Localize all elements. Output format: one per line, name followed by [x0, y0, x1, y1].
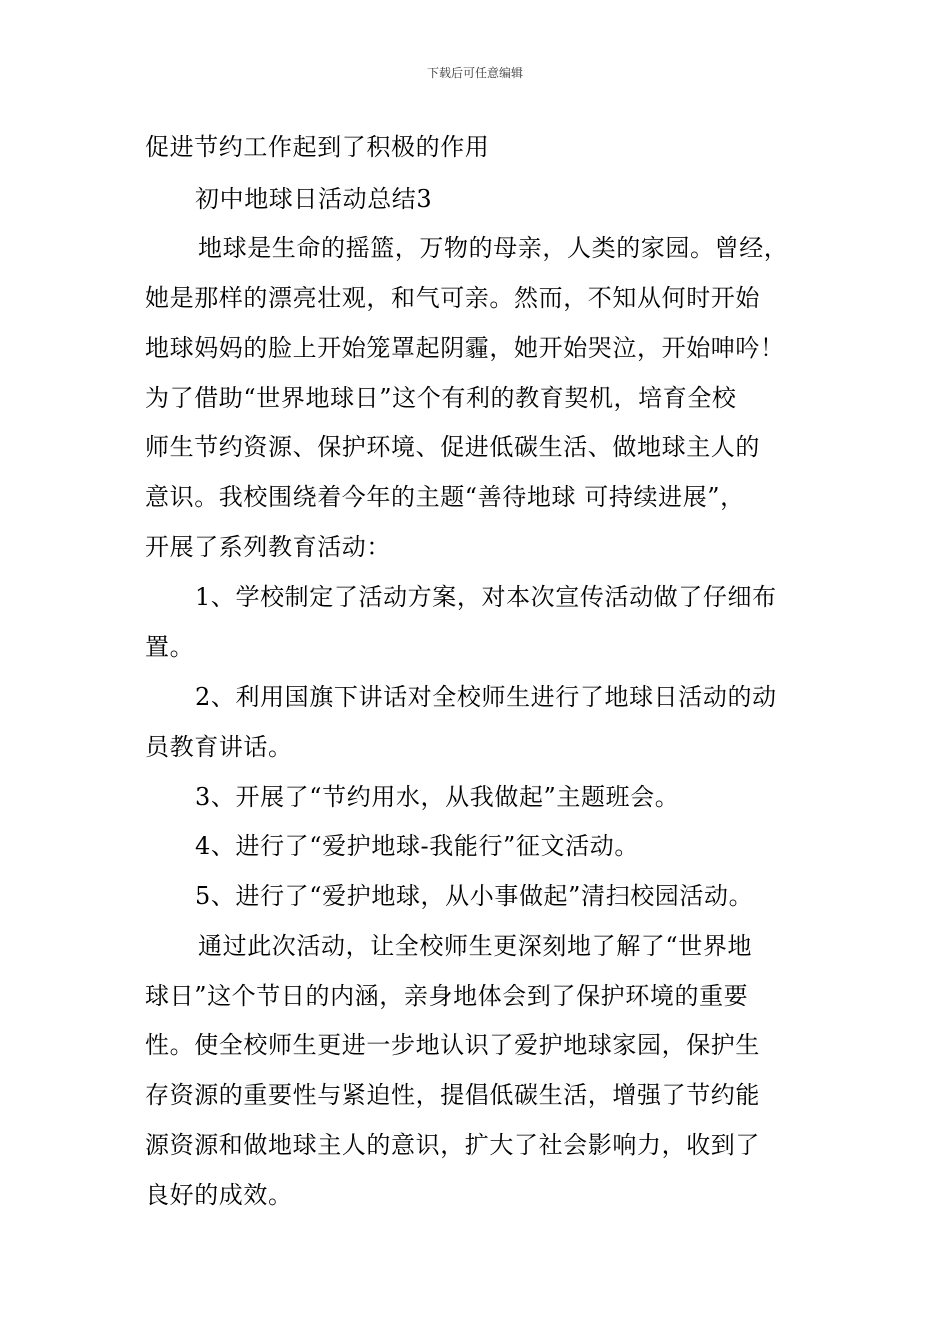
text-line: 师生节约资源、保护环境、促进低碳生活、做地球主人的 — [145, 433, 760, 461]
section-title: 初中地球日活动总结3 — [195, 185, 433, 213]
text-line: 置。 — [145, 633, 195, 661]
text-line: 意识。我校围绕着今年的主题“善待地球 可持续进展”， — [145, 483, 745, 511]
text-line: 促进节约工作起到了积极的作用 — [145, 133, 490, 161]
text-line: 源资源和做地球主人的意识，扩大了社会影响力，收到了 — [145, 1131, 760, 1159]
text-line: 员教育讲话。 — [145, 733, 293, 761]
list-item: 2、利用国旗下讲话对全校师生进行了地球日活动的动 — [195, 683, 777, 711]
text-line: 球日”这个节日的内涵，亲身地体会到了保护环境的重要 — [145, 982, 749, 1010]
page-header: 下载后可任意编辑 — [426, 66, 523, 80]
list-item: 3、开展了“节约用水，从我做起”主题班会。 — [195, 783, 680, 811]
text-line: 开展了系列教育活动： — [145, 533, 391, 561]
list-item: 1、学校制定了活动方案，对本次宣传活动做了仔细布 — [195, 583, 777, 611]
text-line: 性。使全校师生更进一步地认识了爱护地球家园，保护生 — [145, 1031, 760, 1059]
text-line: 存资源的重要性与紧迫性，提倡低碳生活，增强了节约能 — [145, 1081, 760, 1109]
text-line: 她是那样的漂亮壮观，和气可亲。然而，不知从何时开始 — [145, 284, 760, 312]
text-line: 通过此次活动，让全校师生更深刻地了解了“世界地 — [198, 932, 753, 960]
list-item: 4、进行了“爱护地球-我能行”征文活动。 — [195, 832, 639, 860]
text-line: 良好的成效。 — [145, 1181, 293, 1209]
list-item: 5、进行了“爱护地球，从小事做起”清扫校园活动。 — [195, 882, 754, 910]
text-line: 地球妈妈的脸上开始笼罩起阴霾，她开始哭泣，开始呻吟！ — [145, 334, 785, 362]
text-line: 为了借助“世界地球日”这个有利的教育契机，培育全校 — [145, 384, 737, 412]
text-line: 地球是生命的摇篮，万物的母亲，人类的家园。曾经， — [198, 234, 789, 262]
